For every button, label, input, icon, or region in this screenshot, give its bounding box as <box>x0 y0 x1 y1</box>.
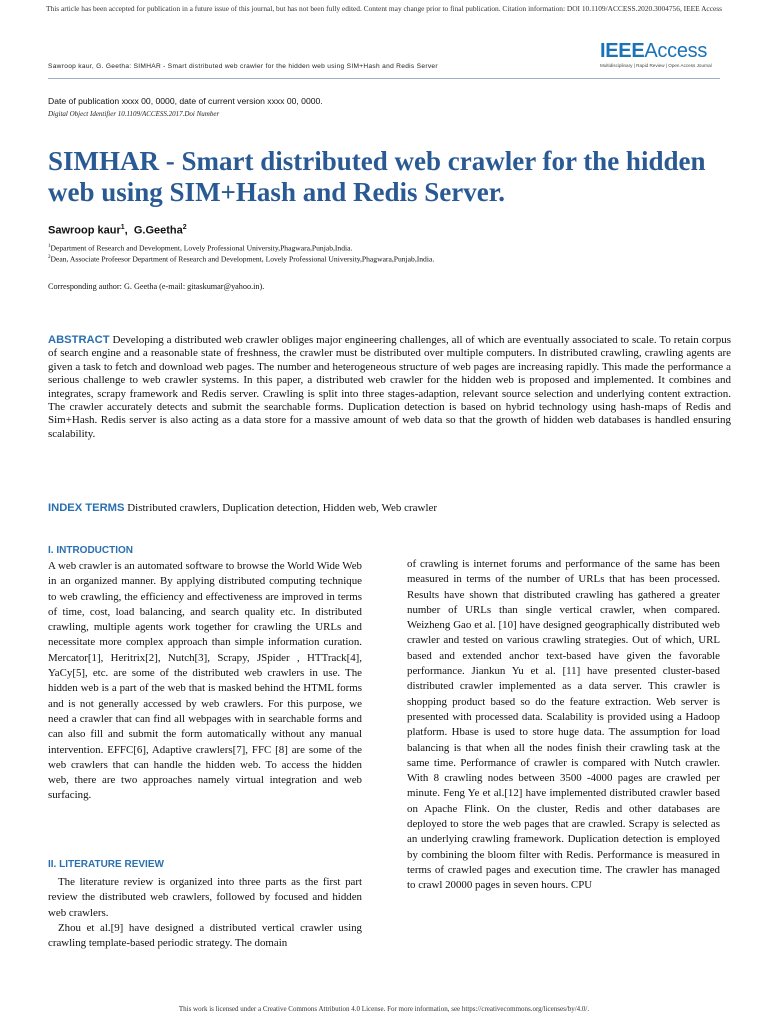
doi-line: Digital Object Identifier 10.1109/ACCESS.2017.Doi Number <box>48 110 220 118</box>
affiliation-1 <box>48 242 352 254</box>
author-2: G.Geetha <box>133 224 183 237</box>
license-footer: This work is licensed under a Creative Commons Attribution 4.0 License. For more information, see https://creativecommons.org/licenses/by/4.0/. <box>178 1005 590 1013</box>
paper-title: SIMHAR - Smart distributed web crawler for the hidden web using SIM+Hash and Redis Server. <box>48 146 706 207</box>
publication-notice: This article has been accepted for publication in a future issue of this journal, but has not been fully edited. Content may change prior to final publication. Citation information: DOI 10.1109/ACCESS.2020.3004756, IEEE Access <box>45 4 723 13</box>
journal-logo <box>600 40 720 68</box>
literature-paragraph-2: Zhou et al.[9] have designed a distributed vertical crawler using crawling template-based periodic strategy. The domain <box>48 921 362 950</box>
running-header: Sawroop kaur, G. Geetha: SIMHAR - Smart distributed web crawler for the hidden web using SIM+Hash and Redis Server <box>48 63 438 70</box>
abstract-text: Developing a distributed web crawler obliges major engineering challenges, all of which are eventually associated to scale. To retain corpus of search engine and a reasonable state of freshness, the crawler must be distributed over multiple computers. In distributed crawling, crawling agents are given a task to fetch and download web pages. The number and heterogeneous structure of web pages are increasing rapidly. This made the performance a serious challenge to web crawler systems. In this paper, a distributed web crawler for the hidden web is proposed and implemented. It combines and integrates, scrapy framework and Redis server. Crawling is split into three stages-adaption, relevant source selection and underlying content extraction. The crawler accurately detects and submit the searchable forms. Duplication detection is based on hybrid technology using hash-maps of Redis and Sim+Hash. Redis server is also acting as a data store for a massive amount of web data so that the growth of hidden web databases is handled ensuring scalability. <box>48 334 731 440</box>
author-2-affil: 2 <box>182 224 187 231</box>
literature-paragraph-1: The literature review is organized into three parts as the first part review the distributed web crawlers, followed by focused and hidden web crawlers. <box>48 876 362 919</box>
literature-review-body <box>48 875 362 951</box>
publication-date: Date of publication xxxx 00, 0000, date of current version xxxx 00, 0000. <box>48 96 323 106</box>
section-heading-introduction: I. INTRODUCTION <box>48 545 133 556</box>
author-1-affil: 1 <box>120 224 125 231</box>
section-heading-literature-review: II. LITERATURE REVIEW <box>48 859 164 870</box>
introduction-paragraph: A web crawler is an automated software to browse the World Wide Web in an organized manner. By applying distributed computing technique to web crawling, the efficiency and effectiveness are improved in terms of time, cost, load balancing, and search quality etc. In distributed crawling, multiple agents work together for crawling the URLs and necessitate more complex approach than simple information curation. Mercator[1], Heritrix[2], Nutch[3], Scrapy, JSpider , HTTrack[4], YaCy[5], etc. are some of the distributed web crawlers in use. The hidden web is a part of the web that is masked behind the HTML forms and is not generally accessed by web crawlers. For this purpose, we need a crawler that can find all webpages with in searchable forms and can also fill and submit the form automatically without any manual intervention. EFFC[6], Adaptive crawlers[7], FFC [8] are some of the web crawlers that can handle the hidden web. To access the hidden web, there are two approaches namely virtual integration and web surfacing. <box>48 560 362 802</box>
logo-brand: IEEE <box>600 40 645 62</box>
index-terms-label: INDEX TERMS <box>48 502 125 514</box>
author-1: Sawroop kaur <box>48 224 121 237</box>
affiliation-2 <box>48 253 434 265</box>
affiliation-2-text: Dean, Associate Profeesor Department of Research and Development, Lovely Professional University,Phagwara,Punjab,India. <box>50 254 435 264</box>
author-list <box>48 224 187 237</box>
header-divider <box>48 78 720 79</box>
affiliation-1-text: Department of Research and Development, Lovely Professional University,Phagwara,Punjab,India. <box>50 243 353 253</box>
logo-tagline: Multidisciplinary | Rapid Review | Open Access Journal <box>600 63 712 68</box>
right-column-body <box>407 557 720 894</box>
introduction-body <box>48 559 362 804</box>
corresponding-author: Corresponding author: G. Geetha (e-mail: gitaskumar@yahoo.in). <box>48 282 265 291</box>
abstract <box>48 334 731 441</box>
affiliation-1-sup: 1 <box>48 244 51 249</box>
logo-word: Access <box>644 40 708 62</box>
index-terms-text: Distributed crawlers, Duplication detection, Hidden web, Web crawler <box>127 502 438 514</box>
abstract-label: ABSTRACT <box>48 334 110 346</box>
author-separator: , <box>124 224 134 237</box>
affiliation-2-sup: 2 <box>48 255 51 260</box>
index-terms <box>48 501 731 515</box>
right-column-paragraph: of crawling is internet forums and performance of the same has been measured in terms of the number of URLs that has been processed. Results have shown that distributed crawling has gathered a greater number of URLs than single vertical crawler, when compared. Weizheng Gao et al. [10] have designed geographically distributed web crawler and tested on various crawling strategies. Out of which, URL based and extended anchor text-based have given the favorable performance. Jiankun Yu et al. [11] have presented cluster-based distributed crawler implemented as a data server. This crawler is shopping product based so do the feature extraction. Web server is presented with processed data. Scalability is provided using a Hadoop platform. Hbase is used to store huge data. The assumption for load balancing is that when all the nodes finish their crawling task at the same time. Performance of crawler is compared with Nutch crawler. With 8 crawling nodes between 3500 -4000 pages are crawled per minute. Feng Ye et al.[12] have implemented distributed crawler based on Apache Flink. On the cluster, Redis and other databases are deployed to store the web pages that are crawled. Scrapy is selected as an underlying crawling framework. Duplication detection is employed by combining the bloom filter with Redis. Performance is measured in terms of crawled pages and execution time. The crawler has managed to crawl 20000 pages in seven hours. CPU <box>407 558 720 892</box>
